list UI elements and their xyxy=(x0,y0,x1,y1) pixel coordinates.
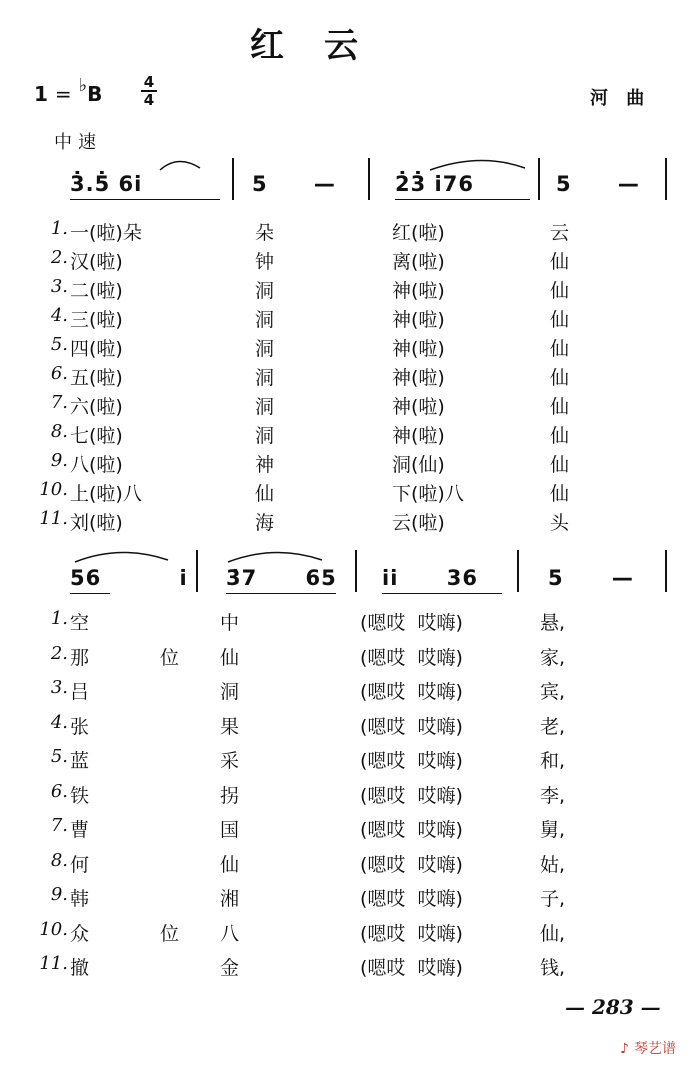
lyric-cell: 洞 xyxy=(255,396,275,418)
lyric-cell: 五(啦) xyxy=(70,367,123,389)
verse-number: 3. xyxy=(50,276,68,297)
watermark-logo xyxy=(620,1038,676,1058)
lyric-cell: (嗯哎 哎嗨) xyxy=(360,646,463,669)
verse-number: 4. xyxy=(50,305,68,326)
verse-number: 1. xyxy=(50,218,68,239)
lyric-cell: 金 xyxy=(220,957,240,979)
lyric-cell: 洞 xyxy=(255,280,275,302)
lyric-cell: 采 xyxy=(220,750,240,772)
lyric-cell: 神(啦) xyxy=(392,338,445,360)
verse-number: 11. xyxy=(39,953,68,974)
lyric-cell: 下(啦)八 xyxy=(392,483,464,505)
lyric-cell: 洞 xyxy=(255,367,275,389)
flat-sign: ♭ xyxy=(78,75,88,96)
measure-1: 3̇.5̇ 6i̇ xyxy=(70,172,143,196)
lyric-cell: 何 xyxy=(70,853,90,876)
time-signature xyxy=(141,74,157,108)
slur-arcs xyxy=(0,540,700,580)
lyric-cell: 一(啦)朵 xyxy=(70,222,142,244)
lyric-cell: 八(啦) xyxy=(70,454,123,476)
lyric-cell: 仙, xyxy=(540,922,566,945)
verse-number: 8. xyxy=(50,849,68,871)
lyric-cell: 离(啦) xyxy=(392,251,445,273)
lyric-cell: 洞(仙) xyxy=(392,454,445,476)
verse-number: 2. xyxy=(50,642,68,664)
lyric-cell: 神(啦) xyxy=(392,280,445,302)
verse-number: 10. xyxy=(39,479,68,500)
lyric-cell: (嗯哎 哎嗨) xyxy=(360,681,463,703)
lyric-cell: 吕 xyxy=(70,681,90,703)
lyric-cell: 蓝 xyxy=(70,750,90,772)
lyric-cell: 家, xyxy=(540,646,566,669)
lyric-cell: 空 xyxy=(70,612,90,634)
lyric-cell: 钱, xyxy=(540,957,566,979)
measure-7: i̇i̇ 36 xyxy=(382,566,478,590)
lyric-cell: 撤 xyxy=(70,957,90,979)
lyric-cell: 仙 xyxy=(550,309,570,331)
lyric-cell: 洞 xyxy=(255,338,275,360)
verse-number: 1. xyxy=(50,608,68,629)
underline xyxy=(70,593,110,594)
lyric-cell: 中 xyxy=(220,612,240,634)
measure-6: 3̇7 65 xyxy=(226,566,337,590)
slur xyxy=(75,552,168,562)
measure-5: 56 i̇ xyxy=(70,566,188,590)
lyric-cell: 子, xyxy=(540,888,566,910)
lyric-cell: 舅, xyxy=(540,819,566,841)
measure-8: 5 — xyxy=(548,566,634,590)
music-note-icon: ♪ xyxy=(620,1041,629,1057)
time-denominator: 4 xyxy=(143,91,155,109)
lyric-cell: 众 xyxy=(70,922,90,945)
time-numerator: 4 xyxy=(143,73,155,91)
verse-number: 2. xyxy=(50,247,68,268)
lyric-cell: 位 xyxy=(160,922,180,945)
verse-number: 4. xyxy=(50,711,68,733)
verse-number: 5. xyxy=(50,334,68,355)
lyric-cell: 洞 xyxy=(220,681,240,703)
verse-number: 7. xyxy=(50,815,68,836)
lyric-cell: 湘 xyxy=(220,888,240,910)
underline xyxy=(395,199,530,200)
song-title: 红云 xyxy=(250,26,398,66)
lyric-cell: 果 xyxy=(220,715,240,738)
region-label: 河 曲 xyxy=(590,88,651,109)
lyric-cell: 仙 xyxy=(550,338,570,360)
lyric-cell: (嗯哎 哎嗨) xyxy=(360,853,463,876)
underline xyxy=(226,593,336,594)
verse-number: 8. xyxy=(50,421,68,442)
verse-number: 7. xyxy=(50,392,68,413)
lyric-cell: 六(啦) xyxy=(70,396,123,418)
lyric-cell: 铁 xyxy=(70,784,90,807)
slur xyxy=(228,552,322,562)
lyric-cell: 四(啦) xyxy=(70,338,123,360)
key-eq: = xyxy=(54,82,72,106)
lyric-cell: 三(啦) xyxy=(70,309,123,331)
lyric-cell: 仙 xyxy=(550,251,570,273)
verse-number: 6. xyxy=(50,780,68,802)
lyric-cell: 神(啦) xyxy=(392,309,445,331)
lyric-cell: 朵 xyxy=(255,222,275,244)
lyric-cell: (嗯哎 哎嗨) xyxy=(360,819,463,841)
lyric-cell: 汉(啦) xyxy=(70,251,123,273)
verse-number: 10. xyxy=(39,918,68,940)
lyric-cell: 韩 xyxy=(70,888,90,910)
lyric-cell: 悬, xyxy=(540,612,566,634)
verse-number: 3. xyxy=(50,677,68,698)
lyric-cell: 仙 xyxy=(550,425,570,447)
lyric-cell: 拐 xyxy=(220,784,240,807)
lyric-cell: 国 xyxy=(220,819,240,841)
page-number: — 283 — xyxy=(565,995,661,1019)
lyric-cell: 仙 xyxy=(550,454,570,476)
lyric-cell: 云(啦) xyxy=(392,512,445,534)
lyric-cell: 神(啦) xyxy=(392,425,445,447)
measure-4: 5 — xyxy=(556,172,659,196)
verse-number: 9. xyxy=(50,884,68,905)
lyric-cell: 仙 xyxy=(550,483,570,505)
lyric-cell: 洞 xyxy=(255,309,275,331)
lyric-cell: (嗯哎 哎嗨) xyxy=(360,922,463,945)
verse-number: 11. xyxy=(39,508,68,529)
lyric-cell: 海 xyxy=(255,512,275,534)
slur xyxy=(430,160,525,170)
lyric-cell: (嗯哎 哎嗨) xyxy=(360,750,463,772)
slur-arcs xyxy=(0,150,700,190)
verse-number: 5. xyxy=(50,746,68,767)
lyric-cell: 姑, xyxy=(540,853,566,876)
key-signature xyxy=(34,75,103,106)
lyric-cell: (嗯哎 哎嗨) xyxy=(360,715,463,738)
lyric-cell: (嗯哎 哎嗨) xyxy=(360,888,463,910)
lyric-cell: 七(啦) xyxy=(70,425,123,447)
lyric-cell: 神 xyxy=(255,454,275,476)
verse-number: 6. xyxy=(50,363,68,384)
tempo-marking: 中速 xyxy=(54,132,102,153)
lyric-cell: 神(啦) xyxy=(392,396,445,418)
lyric-cell: (嗯哎 哎嗨) xyxy=(360,957,463,979)
lyric-cell: 仙 xyxy=(255,483,275,505)
watermark-text: 琴艺谱 xyxy=(634,1041,677,1057)
lyric-cell: 仙 xyxy=(550,280,570,302)
lyric-cell: 宾, xyxy=(540,681,566,703)
lyric-cell: 八 xyxy=(220,922,240,945)
lyric-cell: 张 xyxy=(70,715,90,738)
lyric-cell: 云 xyxy=(550,222,570,244)
lyric-cell: 仙 xyxy=(220,646,240,669)
key-letter: B xyxy=(87,82,103,106)
lyric-cell: (嗯哎 哎嗨) xyxy=(360,784,463,807)
slur xyxy=(160,161,200,170)
verse-number: 9. xyxy=(50,450,68,471)
lyric-cell: 仙 xyxy=(550,396,570,418)
lyric-cell: 二(啦) xyxy=(70,280,123,302)
lyric-cell: 刘(啦) xyxy=(70,512,123,534)
underline xyxy=(382,593,502,594)
lyric-cell: 上(啦)八 xyxy=(70,483,142,505)
measure-2: 5 — xyxy=(252,172,355,196)
lyric-cell: 红(啦) xyxy=(392,222,445,244)
lyric-cell: 神(啦) xyxy=(392,367,445,389)
lyric-cell: 那 xyxy=(70,646,90,669)
key-one: 1 xyxy=(34,82,48,106)
measure-3: 2̇3̇ i̇76 xyxy=(395,172,474,196)
lyric-cell: 老, xyxy=(540,715,566,738)
lyric-cell: 位 xyxy=(160,646,180,669)
lyric-cell: 曹 xyxy=(70,819,90,841)
lyric-cell: 李, xyxy=(540,784,566,807)
lyric-cell: 仙 xyxy=(220,853,240,876)
underline xyxy=(70,199,220,200)
lyric-cell: 洞 xyxy=(255,425,275,447)
lyric-cell: (嗯哎 哎嗨) xyxy=(360,612,463,634)
lyric-cell: 头 xyxy=(550,512,570,534)
lyric-cell: 和, xyxy=(540,750,566,772)
lyric-cell: 钟 xyxy=(255,251,275,273)
lyric-cell: 仙 xyxy=(550,367,570,389)
